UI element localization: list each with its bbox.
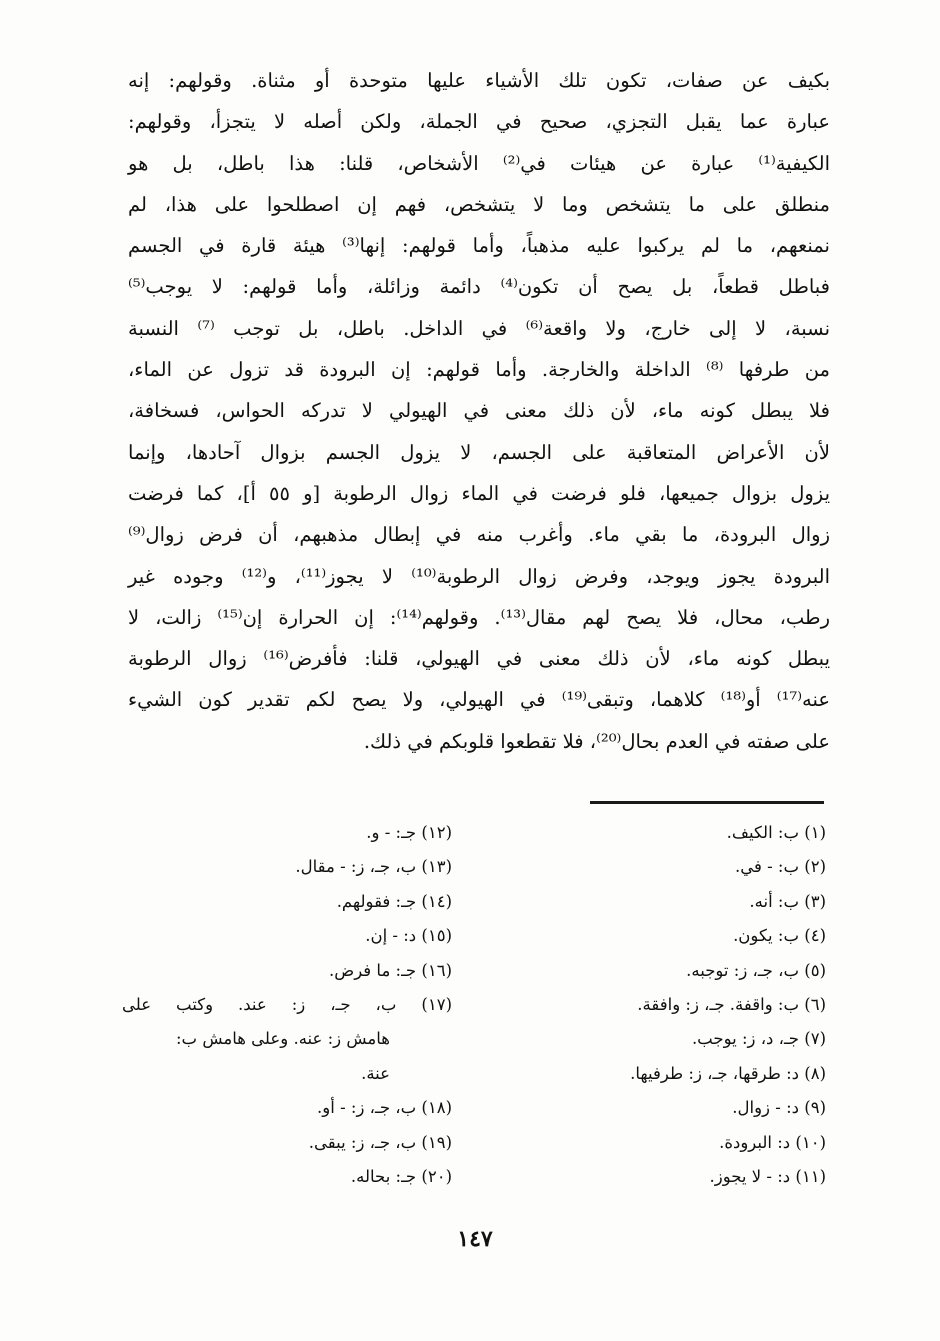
text-line: عنه⁽¹⁷⁾ أو⁽¹⁸⁾ كلاهما، وتبقى⁽¹⁹⁾ في الهيولي، ولا يصح لكم تقدير كون الشيء bbox=[128, 688, 830, 712]
footnote-continuation: عنة. bbox=[361, 1063, 390, 1083]
text-line: رطب، محال، فلا يصح لهم مقال⁽¹³⁾. وقولهم⁽¹⁴⁾: إن الحرارة إن⁽¹⁵⁾ زالت، لا bbox=[128, 605, 830, 629]
text-line: الكيفية⁽¹⁾ عبارة عن هيئات في⁽²⁾ الأشخاص، قلنا: هذا باطل، بل هو bbox=[128, 151, 830, 175]
footnote: (١٠) د: البرودة. bbox=[719, 1132, 826, 1152]
text-line: على صفته في العدم بحال⁽²⁰⁾، فلا تقطعوا قلوبكم في ذلك. bbox=[363, 729, 830, 753]
footnote: (٨) د: طرقها، جـ، ز: طرفيها. bbox=[630, 1063, 826, 1083]
footnote-divider bbox=[590, 801, 824, 804]
footnote: (١٩) ب، جـ، ز: يبقى. bbox=[308, 1132, 452, 1152]
footnote: (٥) ب، جـ، ز: توجبه. bbox=[686, 960, 826, 980]
page-number: ١٤٧ bbox=[457, 1226, 493, 1252]
footnote: (٤) ب: يكون. bbox=[733, 926, 826, 946]
text-line: فباطل قطعاً، بل يصح أن تكون⁽⁴⁾ دائمة وزائلة، وأما قولهم: لا يوجب⁽⁵⁾ bbox=[128, 275, 831, 299]
text-line: منطلق على ما يتشخص وما لا يتشخص، فهم إن اصطلحوا على هذا، لم bbox=[128, 192, 830, 216]
footnotes-left-column bbox=[122, 816, 452, 1194]
footnote: (٣) ب: أنه. bbox=[749, 891, 826, 911]
footnote: (٦) ب: واقفة. جـ، ز: وافقة. bbox=[637, 994, 826, 1014]
text-line: فلا يبطل كونه ماء، لأن ذلك معنى في الهيولي لا تدركه الحواس، فسخافة، bbox=[128, 399, 830, 423]
footnote: (٢) ب: - في. bbox=[734, 857, 826, 877]
footnote: (٢٠) جـ: بحاله. bbox=[350, 1166, 452, 1186]
text-line: نسبة، لا إلى خارج، ولا واقعة⁽⁶⁾ في الداخل. باطل، بل توجب ⁽⁷⁾ النسبة bbox=[128, 316, 831, 340]
footnote: (١٧) ب، جـ، ز: عند. وكتب على bbox=[122, 994, 452, 1014]
text-line: البرودة يجوز ويوجد، وفرض زوال الرطوبة⁽¹⁰⁾ لا يجوز⁽¹¹⁾، و⁽¹²⁾ وجوده غير bbox=[128, 564, 830, 588]
footnote-continuation: هامش ز: عنه. وعلى هامش ب: bbox=[176, 1029, 390, 1049]
text-line: يبطل كونه ماء، لأن ذلك معنى في الهيولي، قلنا: فأفرض⁽¹⁶⁾ زوال الرطوبة bbox=[128, 647, 830, 671]
text-line: لأن الأعراض المتعاقبة على الجسم، لا يزول الجسم بزوال آحادها، وإنما bbox=[128, 440, 830, 464]
footnote: (١٨) ب، جـ، ز: - أو. bbox=[317, 1098, 452, 1118]
text-line: زوال البرودة، ما بقي ماء. وأغرب منه في إبطال مذهبهم، أن فرض زوال⁽⁹⁾ bbox=[128, 523, 830, 547]
footnote: (١٥) د: - إن. bbox=[365, 926, 452, 946]
footnote: (١٢) جـ: - و. bbox=[366, 823, 452, 842]
footnote: (١٦) جـ: ما فرض. bbox=[329, 960, 452, 980]
text-line: بكيف عن صفات، تكون تلك الأشياء عليها متوحدة أو مثناة. وقولهم: إنه bbox=[128, 69, 830, 92]
footnote: (١) ب: الكيف. bbox=[726, 823, 826, 842]
text-line: يزول بزوال جميعها، فلو فرضت في الماء زوال الرطوبة [و ٥٥ أ]، كما فرضت bbox=[128, 481, 830, 505]
text-line: عبارة عما يقبل التجزي، صحيح في الجملة، ولكن أصله لا يتجزأ، وقولهم: bbox=[128, 110, 830, 134]
footnote: (٩) د: - زوال. bbox=[732, 1098, 826, 1118]
main-text bbox=[128, 60, 830, 762]
footnote: (١١) د: - لا يجوز. bbox=[709, 1166, 826, 1186]
footnotes-right-column bbox=[536, 816, 826, 1194]
text-line: نمنعهم، ما لم يركبوا عليه مذهباً، وأما قولهم: إنها⁽³⁾ هيئة قارة في الجسم bbox=[128, 234, 830, 258]
footnote: (١٣) ب، جـ، ز: - مقال. bbox=[295, 857, 452, 877]
footnote: (٧) جـ، د، ز: يوجب. bbox=[691, 1029, 826, 1049]
text-line: من طرفها ⁽⁸⁾ الداخلة والخارجة. وأما قولهم: إن البرودة قد تزول عن الماء، bbox=[128, 358, 830, 382]
footnote: (١٤) جـ: فقولهم. bbox=[336, 891, 452, 911]
